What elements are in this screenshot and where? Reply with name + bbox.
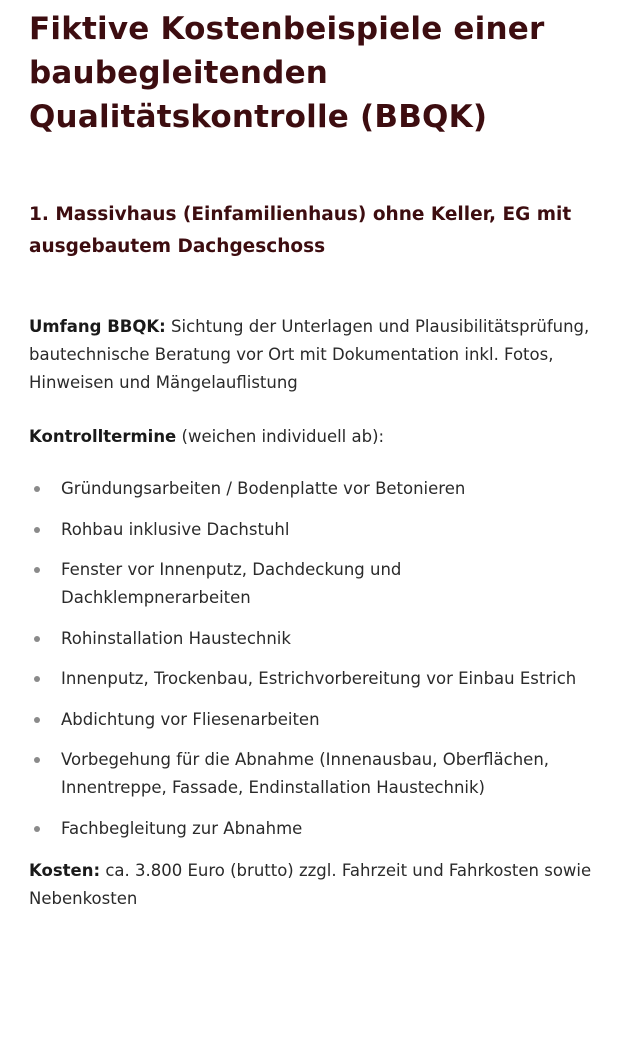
dates-paragraph — [29, 423, 596, 451]
bullet-icon — [34, 527, 40, 533]
list-item — [29, 625, 596, 653]
dates-text: (weichen individuell ab): — [176, 427, 385, 446]
list-item — [29, 665, 596, 693]
costs-text: ca. 3.800 Euro (brutto) zzgl. Fahrzeit und Fahrkosten sowie Nebenkosten — [29, 860, 592, 908]
costs-label: Kosten: — [29, 860, 101, 880]
list-item — [29, 475, 596, 503]
list-item — [29, 706, 596, 734]
bullet-icon — [34, 826, 40, 832]
scope-label: Umfang BBQK: — [29, 317, 166, 336]
bullet-icon — [34, 757, 40, 763]
list-item-text: Abdichtung vor Fliesenarbeiten — [61, 709, 320, 729]
bullet-icon — [34, 676, 40, 682]
dates-label: Kontrolltermine — [29, 427, 177, 446]
list-item-text: Vorbegehung für die Abnahme (Innenausbau, Oberflächen, Innentreppe, Fassade, Endinstallation Haustechnik) — [61, 750, 550, 797]
list-item-text: Gründungsarbeiten / Bodenplatte vor Betonieren — [61, 479, 466, 498]
bullet-icon — [34, 636, 40, 642]
section-heading: 1. Massivhaus (Einfamilienhaus) ohne Keller, EG mit ausgebautem Dachgeschoss — [29, 204, 572, 257]
list-item-text: Fachbegleitung zur Abnahme — [61, 818, 303, 838]
list-item — [29, 516, 596, 544]
list-item-text: Rohbau inklusive Dachstuhl — [61, 519, 290, 539]
bullet-icon — [34, 717, 40, 723]
bullet-icon — [34, 486, 40, 492]
bullet-icon — [34, 567, 40, 573]
page-title: Fiktive Kostenbeispiele einer baubegleitenden Qualitätskontrolle (BBQK) — [29, 11, 545, 135]
costs-paragraph — [29, 857, 596, 913]
list-item-text: Innenputz, Trockenbau, Estrichvorbereitung vor Einbau Estrich — [61, 669, 577, 688]
scope-paragraph — [29, 313, 596, 397]
list-item-text: Fenster vor Innenputz, Dachdeckung und Dachklempnerarbeiten — [61, 560, 402, 607]
list-item-text: Rohinstallation Haustechnik — [61, 628, 291, 648]
inspection-dates-list — [29, 475, 596, 843]
list-item — [29, 815, 596, 843]
list-item — [29, 746, 596, 802]
scope-text: Sichtung der Unterlagen und Plausibilitätsprüfung, bautechnische Beratung vor Ort mit Dokumentation inkl. Fotos, Hinweisen und Mängelauflistung — [29, 317, 590, 392]
list-item — [29, 556, 596, 612]
